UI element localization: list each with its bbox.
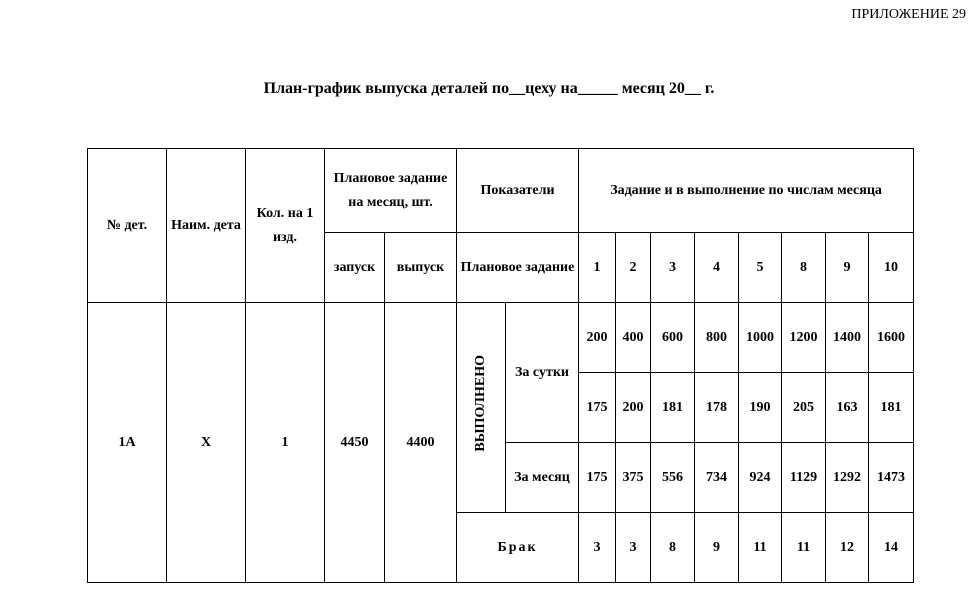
day-header: 3 bbox=[651, 233, 695, 303]
done-per-month-cell: 924 bbox=[739, 443, 782, 513]
header-plan-task: Плановое задание на месяц, шт. bbox=[325, 149, 457, 233]
done-per-day-cell: 205 bbox=[782, 373, 826, 443]
done-per-day-cell: 190 bbox=[739, 373, 782, 443]
plan-per-day-cell: 600 bbox=[651, 303, 695, 373]
defect-cell: 3 bbox=[616, 513, 651, 583]
header-launch: запуск bbox=[325, 233, 385, 303]
done-vertical-label: ВЫПОЛНЕНО bbox=[473, 354, 488, 452]
cell-per-month-label: За месяц bbox=[506, 443, 579, 513]
page-title: План-график выпуска деталей по__цеху на_____ месяц 20__ г. bbox=[263, 80, 715, 97]
plan-per-day-cell: 800 bbox=[695, 303, 739, 373]
done-per-day-cell: 178 bbox=[695, 373, 739, 443]
day-header: 5 bbox=[739, 233, 782, 303]
appendix-label: ПРИЛОЖЕНИЕ 29 bbox=[851, 7, 966, 22]
cell-name: Х bbox=[167, 303, 246, 583]
defect-cell: 14 bbox=[869, 513, 914, 583]
cell-launch: 4450 bbox=[325, 303, 385, 583]
day-header: 2 bbox=[616, 233, 651, 303]
day-header: 4 bbox=[695, 233, 739, 303]
header-task-by-days: Задание и в выполнение по числам месяца bbox=[579, 149, 914, 233]
done-per-month-cell: 734 bbox=[695, 443, 739, 513]
day-header: 10 bbox=[869, 233, 914, 303]
header-name: Наим. дета bbox=[167, 149, 246, 303]
done-per-month-cell: 175 bbox=[579, 443, 616, 513]
header-planned-task: Плановое задание bbox=[457, 233, 579, 303]
cell-done-label bbox=[457, 303, 506, 513]
header-indicators: Показатели bbox=[457, 149, 579, 233]
day-header: 8 bbox=[782, 233, 826, 303]
day-header: 9 bbox=[826, 233, 869, 303]
cell-qty: 1 bbox=[246, 303, 325, 583]
defect-cell: 12 bbox=[826, 513, 869, 583]
production-schedule-table bbox=[87, 148, 914, 583]
defect-cell: 9 bbox=[695, 513, 739, 583]
defect-cell: 11 bbox=[739, 513, 782, 583]
done-per-month-cell: 375 bbox=[616, 443, 651, 513]
plan-per-day-cell: 200 bbox=[579, 303, 616, 373]
cell-per-day-label: За сутки bbox=[506, 303, 579, 443]
cell-defect-label: Брак bbox=[457, 513, 579, 583]
plan-per-day-cell: 400 bbox=[616, 303, 651, 373]
cell-det-no: 1А bbox=[88, 303, 167, 583]
plan-row bbox=[88, 303, 914, 373]
done-per-day-cell: 181 bbox=[651, 373, 695, 443]
header-det-no: № дет. bbox=[88, 149, 167, 303]
done-per-month-cell: 1473 bbox=[869, 443, 914, 513]
plan-per-day-cell: 1400 bbox=[826, 303, 869, 373]
header-qty: Кол. на 1 изд. bbox=[246, 149, 325, 303]
done-per-day-cell: 175 bbox=[579, 373, 616, 443]
plan-per-day-cell: 1200 bbox=[782, 303, 826, 373]
defect-cell: 3 bbox=[579, 513, 616, 583]
done-per-day-cell: 200 bbox=[616, 373, 651, 443]
header-release: выпуск bbox=[385, 233, 457, 303]
done-per-day-cell: 163 bbox=[826, 373, 869, 443]
done-per-month-cell: 1292 bbox=[826, 443, 869, 513]
defect-cell: 11 bbox=[782, 513, 826, 583]
plan-per-day-cell: 1600 bbox=[869, 303, 914, 373]
defect-cell: 8 bbox=[651, 513, 695, 583]
cell-release: 4400 bbox=[385, 303, 457, 583]
day-header: 1 bbox=[579, 233, 616, 303]
done-per-month-cell: 1129 bbox=[782, 443, 826, 513]
done-per-day-cell: 181 bbox=[869, 373, 914, 443]
done-per-month-cell: 556 bbox=[651, 443, 695, 513]
header-row-1 bbox=[88, 149, 914, 233]
plan-per-day-cell: 1000 bbox=[739, 303, 782, 373]
